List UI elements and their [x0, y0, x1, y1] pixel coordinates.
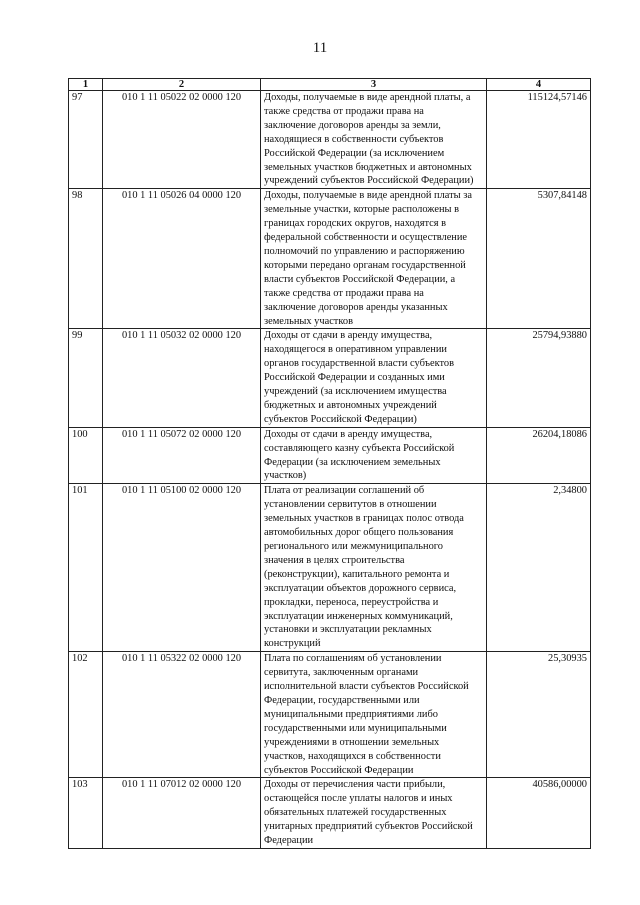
amount-value: 26204,18086 [487, 427, 591, 484]
description-line: субъектов Российской Федерации [264, 764, 414, 776]
description-line: Плата от реализации соглашений об [264, 485, 425, 497]
description-line: конструкций [264, 638, 321, 650]
description-line: власти субъектов Российской Федерации, а [264, 273, 456, 285]
table-row [69, 484, 591, 652]
revenue-description [261, 778, 487, 849]
description-line: эксплуатации инженерных коммуникаций, [264, 610, 453, 622]
table-row [69, 427, 591, 484]
description-line: Федерации, государственными или [264, 694, 420, 706]
row-number: 101 [69, 484, 103, 652]
description-line: заключение договоров аренды за земли, [264, 119, 441, 131]
header-row [69, 79, 591, 91]
description-line: заключение договоров аренды указанных [264, 301, 448, 313]
description-line: участков) [264, 470, 307, 482]
description-line: находящегося в оперативном управлении [264, 344, 447, 356]
table-row [69, 189, 591, 329]
amount-value: 40586,00000 [487, 778, 591, 849]
description-line: Российской Федерации (за исключением [264, 147, 445, 159]
description-line: Доходы от сдачи в аренду имущества, [264, 330, 433, 342]
amount-value: 5307,84148 [487, 189, 591, 329]
table-row [69, 329, 591, 427]
description-line: также средства от продажи права на [264, 105, 424, 117]
description-line: государственными или муниципальными [264, 722, 447, 734]
description-line: субъектов Российской Федерации) [264, 413, 417, 425]
description-line: обязательных платежей государственных [264, 807, 447, 819]
column-header-3: 3 [261, 79, 487, 91]
description-line: которыми передано органам государственной [264, 259, 466, 271]
budget-classification-code: 010 1 11 05032 02 0000 120 [103, 329, 261, 427]
row-number: 102 [69, 652, 103, 778]
description-line: прокладки, переноса, переустройства и [264, 596, 439, 608]
description-line: (реконструкции), капитального ремонта и [264, 568, 450, 580]
description-line: земельных участков в границах полос отвода [264, 513, 464, 525]
budget-classification-code: 010 1 11 05072 02 0000 120 [103, 427, 261, 484]
description-line: исполнительной власти субъектов Российской [264, 681, 469, 693]
description-line: составляющего казну субъекта Российской [264, 442, 455, 454]
description-line: остающейся после уплаты налогов и иных [264, 793, 453, 805]
description-line: федеральной собственности и осуществление [264, 232, 468, 244]
table-row [69, 91, 591, 189]
description-line: установлении сервитутов в отношении [264, 499, 437, 511]
revenue-description [261, 427, 487, 484]
page-number: 11 [312, 40, 328, 56]
description-line: регионального или межмуниципального [264, 541, 443, 552]
description-line: находящиеся в собственности субъектов [264, 133, 444, 145]
description-line: учреждений субъектов Российской Федерации) [264, 175, 474, 187]
description-line: Доходы, получаемые в виде арендной платы, а [264, 92, 471, 103]
description-line: Федерации (за исключением земельных [264, 456, 441, 468]
description-line: полномочий по управлению и распоряжению [264, 245, 465, 257]
amount-value: 25,30935 [487, 652, 591, 778]
description-line: эксплуатации объектов дорожного сервиса, [264, 582, 457, 594]
column-header-1: 1 [69, 79, 103, 91]
description-line: значения в целях строительства [264, 554, 405, 566]
amount-value: 115124,57146 [487, 91, 591, 189]
description-line: участков, находящихся в собственности [264, 750, 441, 762]
revenue-description [261, 652, 487, 778]
revenue-description [261, 484, 487, 652]
revenue-description [261, 91, 487, 189]
description-line: органов государственной власти субъектов [264, 358, 455, 370]
description-line: Федерации [264, 835, 314, 847]
description-line: унитарных предприятий субъектов Российской [264, 821, 473, 833]
description-line: сервитута, заключенным органами [264, 667, 419, 679]
column-header-4: 4 [487, 79, 591, 91]
description-line: учреждений (за исключением имущества [264, 386, 447, 398]
table-row [69, 652, 591, 778]
description-line: земельные участки, которые расположены в [264, 204, 459, 216]
budget-classification-code: 010 1 11 05026 04 0000 120 [103, 189, 261, 329]
description-line: земельных участков [264, 315, 353, 327]
description-line: Доходы от перечисления части прибыли, [264, 779, 446, 791]
row-number: 98 [69, 189, 103, 329]
description-line: учреждениями в отношении земельных [264, 736, 440, 748]
description-line: земельных участков бюджетных и автономных [264, 161, 472, 173]
budget-classification-code: 010 1 11 05022 02 0000 120 [103, 91, 261, 189]
amount-value: 25794,93880 [487, 329, 591, 427]
revenue-table [68, 78, 591, 849]
revenue-description [261, 329, 487, 427]
row-number: 99 [69, 329, 103, 427]
description-line: муниципальными предприятиями либо [264, 708, 438, 720]
description-line: Доходы от сдачи в аренду имущества, [264, 428, 433, 440]
description-line: Российской Федерации и созданных ими [264, 372, 445, 384]
description-line: Плата по соглашениям об установлении [264, 653, 442, 665]
row-number: 100 [69, 427, 103, 484]
description-line: автомобильных дорог общего пользования [264, 527, 454, 539]
row-number: 97 [69, 91, 103, 189]
budget-classification-code: 010 1 11 05100 02 0000 120 [103, 484, 261, 652]
description-line: Доходы, получаемые в виде арендной платы за [264, 190, 472, 202]
revenue-description [261, 189, 487, 329]
budget-classification-code: 010 1 11 07012 02 0000 120 [103, 778, 261, 849]
row-number: 103 [69, 778, 103, 849]
budget-classification-code: 010 1 11 05322 02 0000 120 [103, 652, 261, 778]
description-line: установки и эксплуатации рекламных [264, 624, 432, 636]
description-line: бюджетных и автономных учреждений [264, 399, 437, 411]
description-line: границах городских округов, находятся в [264, 218, 447, 230]
amount-value: 2,34800 [487, 484, 591, 652]
table-row [69, 778, 591, 849]
description-line: также средства от продажи права на [264, 287, 424, 299]
column-header-2: 2 [103, 79, 261, 91]
